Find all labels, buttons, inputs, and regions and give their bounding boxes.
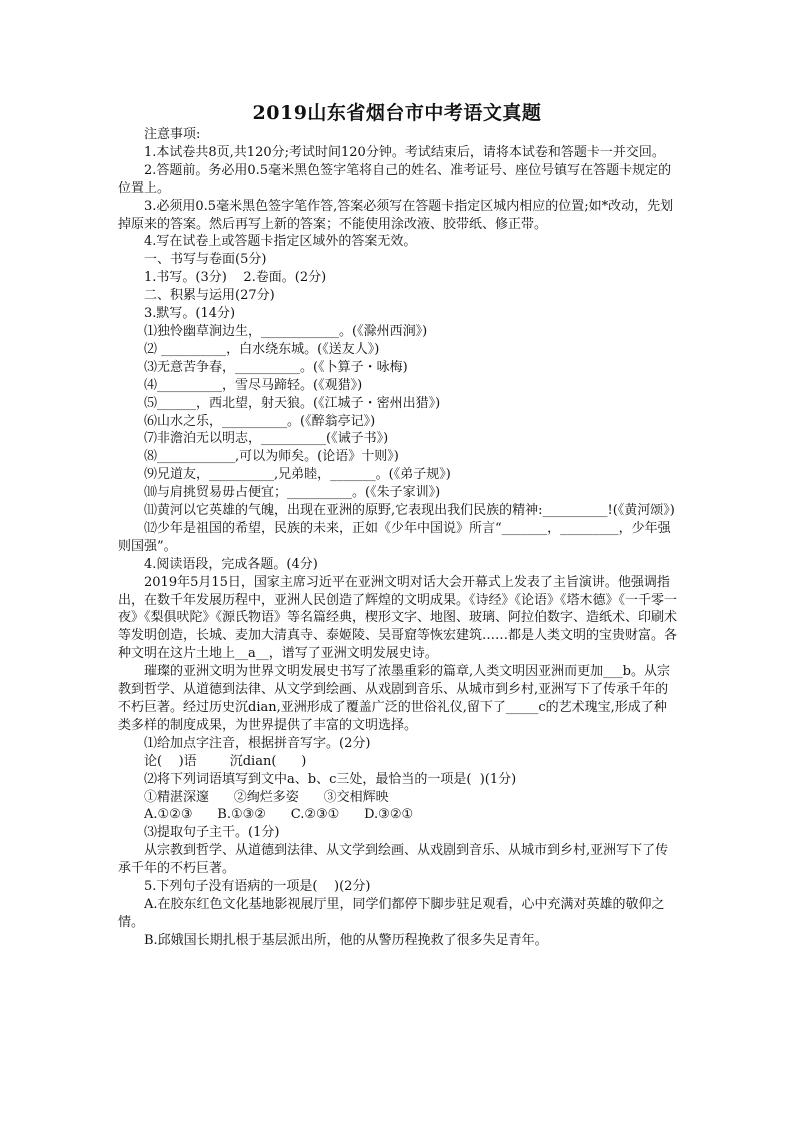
reading-paragraph: 2019年5月15日，国家主席习近平在亚洲文明对话大会开幕式上发表了主旨演讲。他强调指出，在数千年发展历程中，亚洲人民创造了辉煌的文明成果。《诗经》《论语》《塔木德》《一千零一夜》《梨俱吠陀》《源氏物语》等名篇经典，楔形文字、地图、玻璃、阿拉伯数字、造纸术、印刷术等发明创造，长城、麦加大清真寺、泰姬陵、吴哥窟等恢宏建筑……都是人类文明的宝贵财富。各种文明在这片土地上__a__，谱写了亚洲文明发展史诗。 — [118, 574, 678, 662]
dictation-item: ⑸______，西北望，射天狼。(《江城子・密州出猎》) — [144, 395, 441, 411]
dictation-item: ⑼兄道友，__________,兄弟睦，_______。(《弟子规》) — [144, 467, 451, 483]
question-heading: 3.默写。(14分) — [144, 306, 236, 322]
notice-item: 4.写在试卷上或答题卡指定区域外的答案无效。 — [144, 234, 417, 250]
dictation-item: ⑿少年是祖国的希望，民族的未来，正如《少年中国说》所言“_______，_________，少年强则国强”。 — [118, 520, 671, 554]
dictation-item: ⑺非澹泊无以明志，__________(《诫子书》) — [144, 431, 389, 447]
target-sentence: 从宗教到哲学、从道德到法律、从文学到绘画、从戏剧到音乐、从城市到乡村,亚洲写下了传承千年的不朽巨著。 — [118, 843, 669, 877]
sub-question: ⑵将下列词语填写到文中a、b、c三处，最恰当的一项是( )(1分) — [144, 771, 517, 787]
reading-paragraph: 璀璨的亚洲文明为世界文明发展史书写了浓墨重彩的篇章,人类文明因亚洲而更加___b。从宗教到哲学、从道德到法律、从文学到绘画、从戏剧到音乐、从城市到乡村,亚洲写下了传承千年的不朽巨著。经过历史沉dian,亚洲形成了覆盖广泛的世俗礼仪,留下了_____c的艺术瑰宝,形成了种类多样的制度成果，为世界提供了丰富的文明选择。 — [118, 664, 670, 733]
dictation-item: ⑷__________，雪尽马蹄轻。(《观猎》) — [144, 377, 363, 393]
dictation-item: ⑴独怜幽草涧边生，____________。(《滁州西涧》) — [144, 323, 428, 339]
question-line: 1.书写。(3分) 2.卷面。(2分) — [144, 270, 327, 286]
notice-item: 1.本试卷共8页,共120分;考试时间120分钟。考试结束后，请将本试卷和答题卡一并交回。 — [144, 144, 665, 160]
dictation-item: ⑵ __________，白水绕东城。(《送友人》) — [144, 341, 380, 357]
document-title: 2019山东省烟台市中考语文真题 — [252, 102, 542, 124]
choice-a: A.在胶东红色文化基地影视展厅里，同学们都停下脚步驻足观看，心中充满对英雄的敬仰之情。 — [118, 896, 665, 930]
dictation-item: ⑻____________,可以为师矣。(论语》十则》) — [144, 449, 399, 465]
dictation-item: ⑹山水之乐，__________。(《醉翁亭记》) — [144, 413, 376, 429]
dictation-item: ⑾黄河以它英雄的气魄，出现在亚洲的原野,它表现出我们民族的精神:__________!(《黄河颂》) — [144, 503, 675, 519]
sub-question: ⑴给加点字注音，根据拼音写字。(2分) — [144, 735, 371, 751]
answer-blanks: 论( )语 沉dian( ) — [144, 753, 307, 769]
notice-item: 3.必须用0.5毫米黑色签字笔作答,答案必须写在答题卡指定区城内相应的位置;如*改动，先划掉原来的答案。然后再写上新的答案；不能使用涂改液、胶带纸、修正带。 — [118, 198, 674, 232]
section-heading: 二、积累与运用(27分) — [144, 288, 275, 304]
dictation-item: ⑽与肩挑贸易毋占便宜；__________。(《朱子家训》) — [144, 485, 441, 501]
dictation-item: ⑶无意苦争春，__________。(《卜算子・咏梅) — [144, 359, 408, 375]
question-heading: 5.下列句子没有语病的一项是( )(2分) — [144, 879, 371, 895]
choice-b: B.邱娥国长期扎根于基层派出所，他的从警历程挽救了很多失足青年。 — [144, 932, 548, 948]
question-heading: 4.阅读语段，完成各题。(4分) — [144, 556, 318, 572]
word-options: ①精湛深邃 ②绚烂多姿 ③交相辉映 — [144, 789, 389, 805]
section-heading: 一、书写与卷面(5分) — [144, 252, 267, 268]
answer-choices: A.①②③ B.①③② C.②③① D.③②① — [144, 807, 414, 823]
notice-heading: 注意事项: — [144, 127, 201, 142]
document-body — [118, 126, 678, 950]
notice-item: 2.答题前。务必用0.5毫米黑色签字笔将自己的姓名、准考证号、座位号镇写在答题卡规定的位置上。 — [118, 162, 672, 196]
sub-question: ⑶提取句子主干。(1分) — [144, 825, 280, 841]
